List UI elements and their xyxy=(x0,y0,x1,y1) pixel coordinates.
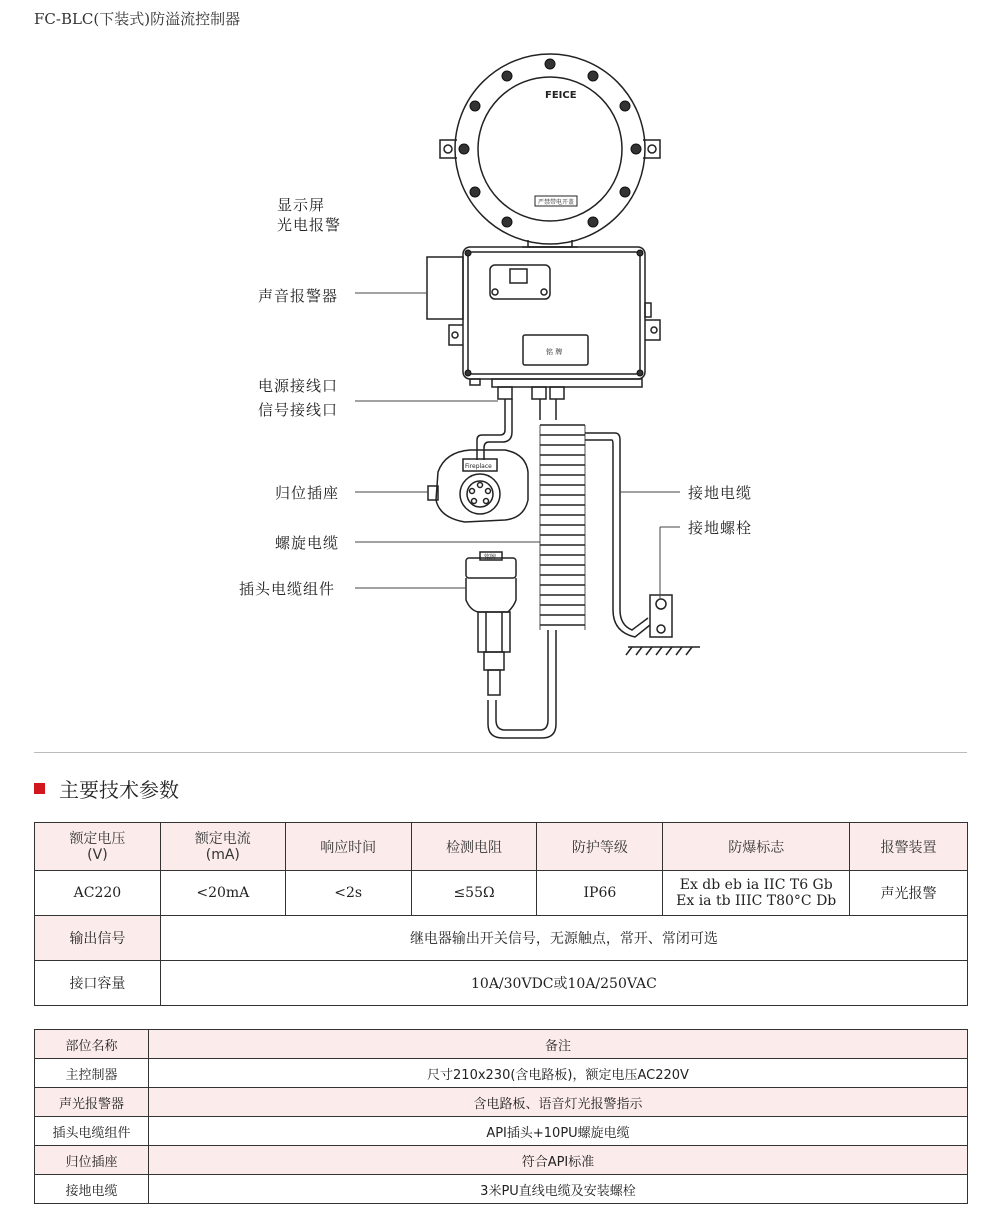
value-protection: IP66 xyxy=(537,871,663,916)
part-note: 3米PU直线电缆及安装螺栓 xyxy=(149,1175,968,1204)
parts-header-row xyxy=(35,1030,968,1059)
part-note: 尺寸210x230(含电路板)，额定电压AC220V xyxy=(149,1059,968,1088)
divider xyxy=(34,752,967,753)
page-title: FC-BLC(下装式)防溢流控制器 xyxy=(34,10,241,28)
header-response: 响应时间 xyxy=(285,823,411,871)
section-header xyxy=(34,774,179,803)
value-resistance: ≤55Ω xyxy=(411,871,537,916)
ground-bolt xyxy=(650,595,672,637)
header-resistance: 检测电阻 xyxy=(411,823,537,871)
sound-alarm-box xyxy=(427,257,463,319)
label-ground-cable: 接地电缆 xyxy=(688,484,753,502)
label-light-alarm: 光电报警 xyxy=(277,216,342,234)
part-note: API插头+10PU螺旋电缆 xyxy=(149,1117,968,1146)
spec-header-row xyxy=(35,823,968,871)
parts-header-note: 备注 xyxy=(149,1030,968,1059)
brand-logo: FEICE xyxy=(545,90,577,101)
part-name: 主控制器 xyxy=(35,1059,149,1088)
table-row xyxy=(35,1059,968,1088)
table-row xyxy=(35,1175,968,1204)
product-diagram xyxy=(0,40,1000,740)
value-response: <2s xyxy=(285,871,411,916)
nameplate-text: 铭 牌 xyxy=(546,348,563,356)
header-voltage: 额定电压 (V) xyxy=(35,823,161,871)
section-marker xyxy=(34,783,45,794)
label-display: 显示屏 xyxy=(277,196,326,214)
output-row xyxy=(35,916,968,961)
plug-head xyxy=(466,558,516,578)
socket-tag: Fireplace xyxy=(465,463,492,470)
label-spiral-cable: 螺旋电缆 xyxy=(275,534,340,552)
part-note: 含电路板、语音灯光报警指示 xyxy=(149,1088,968,1117)
output-value: 继电器输出开关信号，无源触点，常开、常闭可选 xyxy=(160,916,967,961)
part-name: 声光报警器 xyxy=(35,1088,149,1117)
part-name: 插头电缆组件 xyxy=(35,1117,149,1146)
spiral-cable xyxy=(540,425,585,630)
output-label: 输出信号 xyxy=(35,916,161,961)
capacity-label: 接口容量 xyxy=(35,961,161,1006)
header-ex-mark: 防爆标志 xyxy=(663,823,850,871)
capacity-row xyxy=(35,961,968,1006)
value-ex-mark: Ex db eb ia IIC T6 Gb Ex ia tb IIIC T80°C Db xyxy=(663,871,850,916)
value-alarm: 声光报警 xyxy=(850,871,968,916)
label-ground-bolt: 接地螺栓 xyxy=(688,519,753,537)
header-alarm: 报警装置 xyxy=(850,823,968,871)
table-row xyxy=(35,1146,968,1175)
label-signal-port: 信号接线口 xyxy=(258,401,339,419)
label-sound-alarm: 声音报警器 xyxy=(258,287,339,305)
plug-tag: 铭牌 xyxy=(484,554,497,561)
label-power-port: 电源接线口 xyxy=(258,377,339,395)
header-current: 额定电流 (mA) xyxy=(160,823,285,871)
parts-header-part: 部位名称 xyxy=(35,1030,149,1059)
spec-value-row xyxy=(35,871,968,916)
spec-table xyxy=(34,822,968,1006)
parts-table xyxy=(34,1029,968,1204)
part-name: 接地电缆 xyxy=(35,1175,149,1204)
table-row xyxy=(35,1117,968,1146)
housing-warning: 严禁带电开盖 xyxy=(538,199,575,206)
part-note: 符合API标准 xyxy=(149,1146,968,1175)
value-voltage: AC220 xyxy=(35,871,161,916)
label-reset-socket: 归位插座 xyxy=(275,484,340,502)
table-row xyxy=(35,1088,968,1117)
section-title: 主要技术参数 xyxy=(59,778,179,802)
housing-outer xyxy=(455,54,645,244)
header-protection: 防护等级 xyxy=(537,823,663,871)
value-current: <20mA xyxy=(160,871,285,916)
part-name: 归位插座 xyxy=(35,1146,149,1175)
capacity-value: 10A/30VDC或10A/250VAC xyxy=(160,961,967,1006)
label-plug-assembly: 插头电缆组件 xyxy=(239,580,336,598)
